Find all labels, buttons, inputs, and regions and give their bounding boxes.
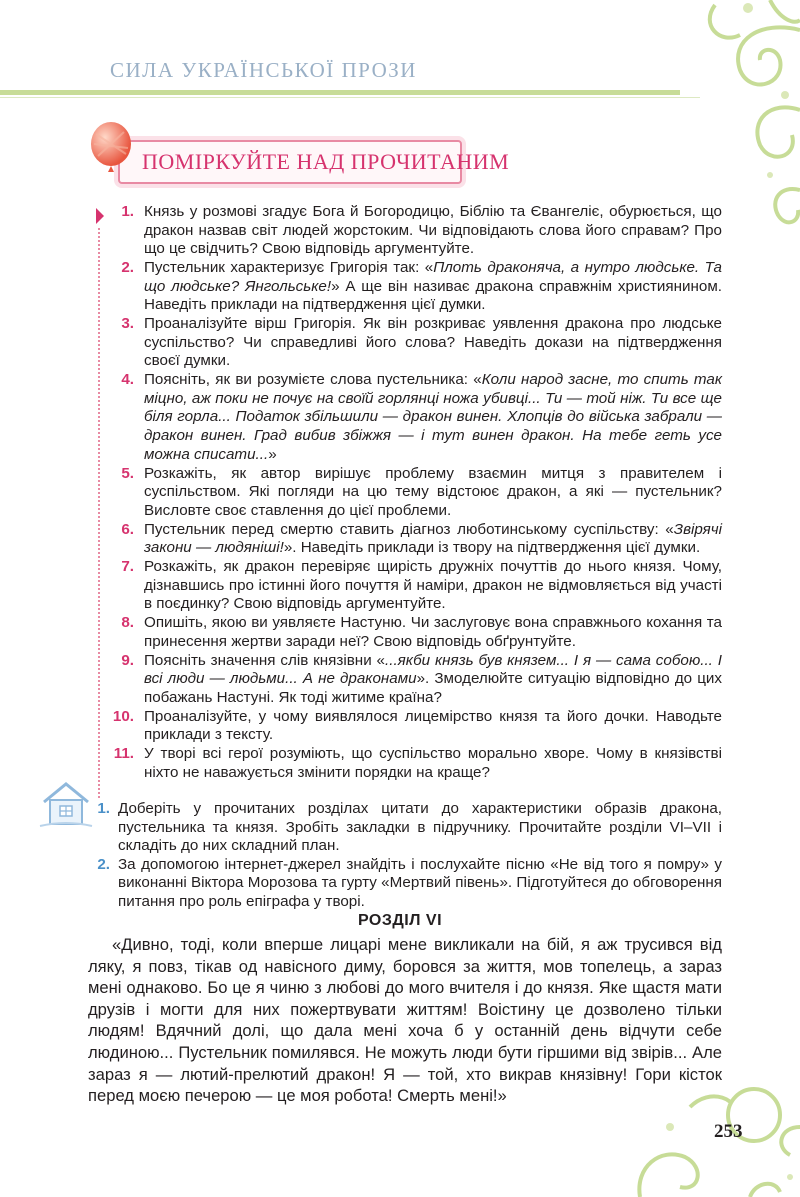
page-number: 253: [714, 1121, 743, 1142]
header-rule: [0, 90, 680, 95]
home-task-item: 1. Доберіть у прочитаних розділах цитати до характеристики образів дракона, пустельника та князя. Зробіть закладки в підручнику. Прочитайте розділи VI–VII і складіть до них складний план.: [97, 800, 722, 855]
question-item: 1. Князь у розмові згадує Бога й Богородицю, Біблію та Євангеліє, обурюється, що дракон назвав світ людей жорстоким. Чи відповідають слова його справам? Про що це свідчить? Свою відповідь аргументуйте.: [121, 203, 722, 258]
question-item: 3. Проаналізуйте вірш Григорія. Як він розкриває уявлення дракона про людське суспільство? Чи справедливі його слова? Наведіть докази на підтвердження своєї думки.: [121, 315, 722, 370]
balloon-icon: [86, 120, 136, 180]
home-task-item: 2. За допомогою інтернет-джерел знайдіть і послухайте пісню «Не від того я помру» у виконанні Віктора Морозова та гурту «Мертвий півень». Підготуйтеся до обговорення питання про роль епіграфа у творі.: [97, 855, 722, 910]
header-rule-thin: [0, 97, 700, 98]
question-item: 11. У творі всі герої розуміють, що суспільство морально хворе. Чому в князівстві ніхто не наважується змінити порядки на краще?: [113, 745, 722, 781]
questions-list: [108, 203, 722, 783]
house-icon: [38, 778, 94, 830]
chapter-title: РОЗДІЛ VI: [357, 912, 443, 929]
dotted-guide: [98, 228, 100, 798]
section-title: ПОМІРКУЙТЕ НАД ПРОЧИТАНИМ: [142, 149, 510, 174]
question-item: 10. Проаналізуйте, у чому виявлялося лицемірство князя та його дочки. Наводьте приклади з тексту.: [112, 707, 722, 744]
question-item: 4. Поясніть, як ви розумієте слова пустельника: «Коли народ засне, то спить так міцно, аж поки не почує на своїй горлянці ножа убивці... Ти — той ніж. Ти все ще біля горла... Податок збільшили — дракон винен. Хлопців до війська забрали — дракон винен. Град вибив збіжжя — і тут винен дракон. На тебе геть усе можна списати...»: [121, 371, 723, 463]
question-item: 7. Розкажіть, як дракон перевіряє щирість дружніх почуттів до нього князя. Чому, дізнавшись про істинні його почуття й наміри, дракон не відмовляється від участі в поєдинку? Свою відповідь аргументуйте.: [121, 558, 722, 613]
question-item: 6. Пустельник перед смертю ставить діагноз люботинському суспільству: «Звірячі закони — людяніші!». Наведіть приклади із твору на підтвердження цієї думки.: [121, 520, 722, 557]
running-head: СИЛА УКРАЇНСЬКОЇ ПРОЗИ: [110, 58, 417, 82]
arrow-marker-icon: [96, 208, 104, 224]
section-banner: [118, 140, 510, 184]
home-tasks-list: [90, 800, 722, 912]
question-item: 8. Опишіть, якою ви уявляєте Настуню. Чи заслуговує вона справжнього кохання та принесення жертви заради неї? Свою відповідь обґрунтуйте.: [121, 614, 722, 650]
prose-paragraph: «Дивно, тоді, коли вперше лицарі мене викликали на бій, я аж трусився від ляку, я повз, тікав од навісного диму, боровся за життя, мов топелець, а зараз мені однаково. Бо це я чиню з любові до мого вчителя і до князя. Яке щастя мати друзів і могти для них пожертвувати життям! Воістину це дозволено тільки людям! Вдячний долі, що дала мені хоча б у останній день відчути себе людиною... Пустельник помилявся. Не можуть люди бути гіршими від звірів... Але зараз я — лютий-прелютий дракон! Я — той, хто викрав князівну! Гори кісток перед моєю печерою — це моя робота! Смерть мені!»: [88, 935, 722, 1106]
question-item: 2. Пустельник характеризує Григорія так: «Плоть драконяча, а нутро людське. Та що людське? Янгольське!» А ще він називає дракона справжнім християнином. Наведіть приклади на підтвердження цієї думки.: [121, 259, 722, 314]
question-item: 9. Поясніть значення слів князівни «...якби князь був князем... І я — сама собою... І всі люди — людьми... А не драконами». Змоделюйте ситуацію відповідно до цих побажань Настуні. Як тоді житиме країна?: [121, 651, 723, 706]
question-item: 5. Розкажіть, як автор вирішує проблему взаємин митця з правителем і суспільством. Які погляди на цю тему відстоює дракон, а які — пустельник? Висловте своє ставлення до цієї проблеми.: [121, 464, 722, 519]
